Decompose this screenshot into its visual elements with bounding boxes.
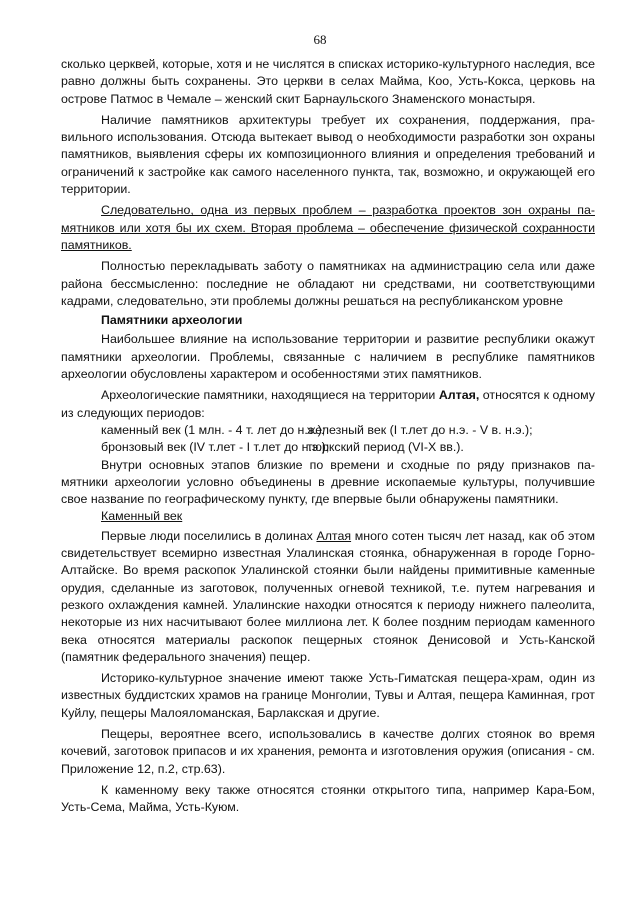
periods-intro-end: относятся к одному из следующих периодов: [61, 388, 595, 420]
paragraph-cave-use: Пещеры, вероятнее всего, использовались в качестве долгих стоянок во время кочевий, заготовок припасов и их хранения, ремонта и изготовления оружия (описания - см. Приложение 12, п.2, стр.63). [61, 726, 595, 776]
heading-stone-age: Каменный век [101, 509, 183, 524]
paragraph-first-people [61, 528, 595, 666]
paragraph-churches: сколько церквей, которые, хотя и не числятся в списках историко-культурного наследия, все равно должны быть сохранены. Это церкви в селах Майма, Коо, Усть-Кокса, церковь на острове Патмос в Чемале – женский скит Барнаульского Знаменского монастыря. [61, 57, 595, 106]
paragraph-periods-intro [61, 387, 595, 422]
first-people-start: Первые люди поселились в долинах [101, 528, 317, 543]
period-stone-age: каменный век (1 млн. - 4 т. лет до н.э.); [101, 422, 326, 437]
paragraph-cultures: Внутри основных этапов близкие по времени и сходные по ряду признаков памятники археологии условно объединены в древние ископаемые культуры, получившие свое название по географическому пункту, где впервые были обнаружены памятники. [61, 457, 595, 507]
paragraph-problems: Следовательно, одна из первых проблем – разработка проектов зон охраны памятников или хотя бы их схем. Вторая проблема – обеспечение физической сохранности памятников. [61, 203, 595, 252]
heading-archaeology: Памятники археологии [101, 313, 243, 328]
paragraph-architecture: Наличие памятников архитектуры требует их сохранения, поддержания, правильного использования. Отсюда вытекает вывод о необходимости разработки зон охраны памятников, выявления сферы их композиционного влияния и определения требований и ограничений к застройке как самого населенного пункта, так, возможно, и окружающей его территории. [61, 112, 595, 197]
period-iron-age: железный век (I т.лет до н.э. - V в. н.э.); [307, 422, 533, 437]
altai-link[interactable]: Алтая [316, 528, 352, 543]
paragraph-open-sites: К каменному веку также относятся стоянки открытого типа, например Кара-Бом, Усть-Сема, Майма, Усть-Куюм. [61, 782, 595, 815]
period-turkic: тюркский период (VI-X вв.). [307, 440, 464, 455]
paragraph-administration: Полностью перекладывать заботу о памятниках на администрацию села или даже района бессмысленно: последние не обладают ни средствами, ни соответствующими кадрами, следовательно, эти проблемы должны решаться на республиканском уровне [61, 259, 595, 308]
periods-list [61, 422, 595, 457]
paragraph-archaeology-influence: Наибольшее влияние на использование территории и развитие республики окажут памятники археологии. Проблемы, связанные с наличием в республике памятников археологии обусловлены характером и особенностями этих памятников. [61, 332, 595, 382]
period-bronze-age: бронзовый век (IV т.лет - I т.лет до н.э.); [101, 440, 330, 455]
periods-intro-start: Археологические памятники, находящиеся на территории [101, 388, 439, 403]
document-body [61, 56, 595, 816]
paragraph-caves: Историко-культурное значение имеют также Усть-Гиматская пещера-храм, один из известных буддистских храмов на границе Монголии, Тувы и Алтая, пещера Каминная, грот Куйлу, пещеры Малояломанская, Барлакская и другие. [61, 671, 595, 720]
page-number: 68 [313, 32, 327, 47]
first-people-end: много сотен тысяч лет назад, как об этом свидетельствует всемирно известная Улалинская стоянка, обнаруженная в городе Горно-Алтайске. Во время раскопок Улалинской стоянки были найдены примитивные каменные орудия, сделанные из заготовок, полученных огневой техникой, т.е. путем нагревания и резкого охлаждения камней. Улалинские находки относятся к периоду нижнего палеолита, некоторые из них насчитывают более миллиона лет. К более поздним периодам каменного века относятся материалы раскопок пещерных стоянок Денисовой и Усть-Канской (памятник федерального значения) пещер. [61, 528, 595, 664]
altai-bold: Алтая, [438, 388, 480, 403]
